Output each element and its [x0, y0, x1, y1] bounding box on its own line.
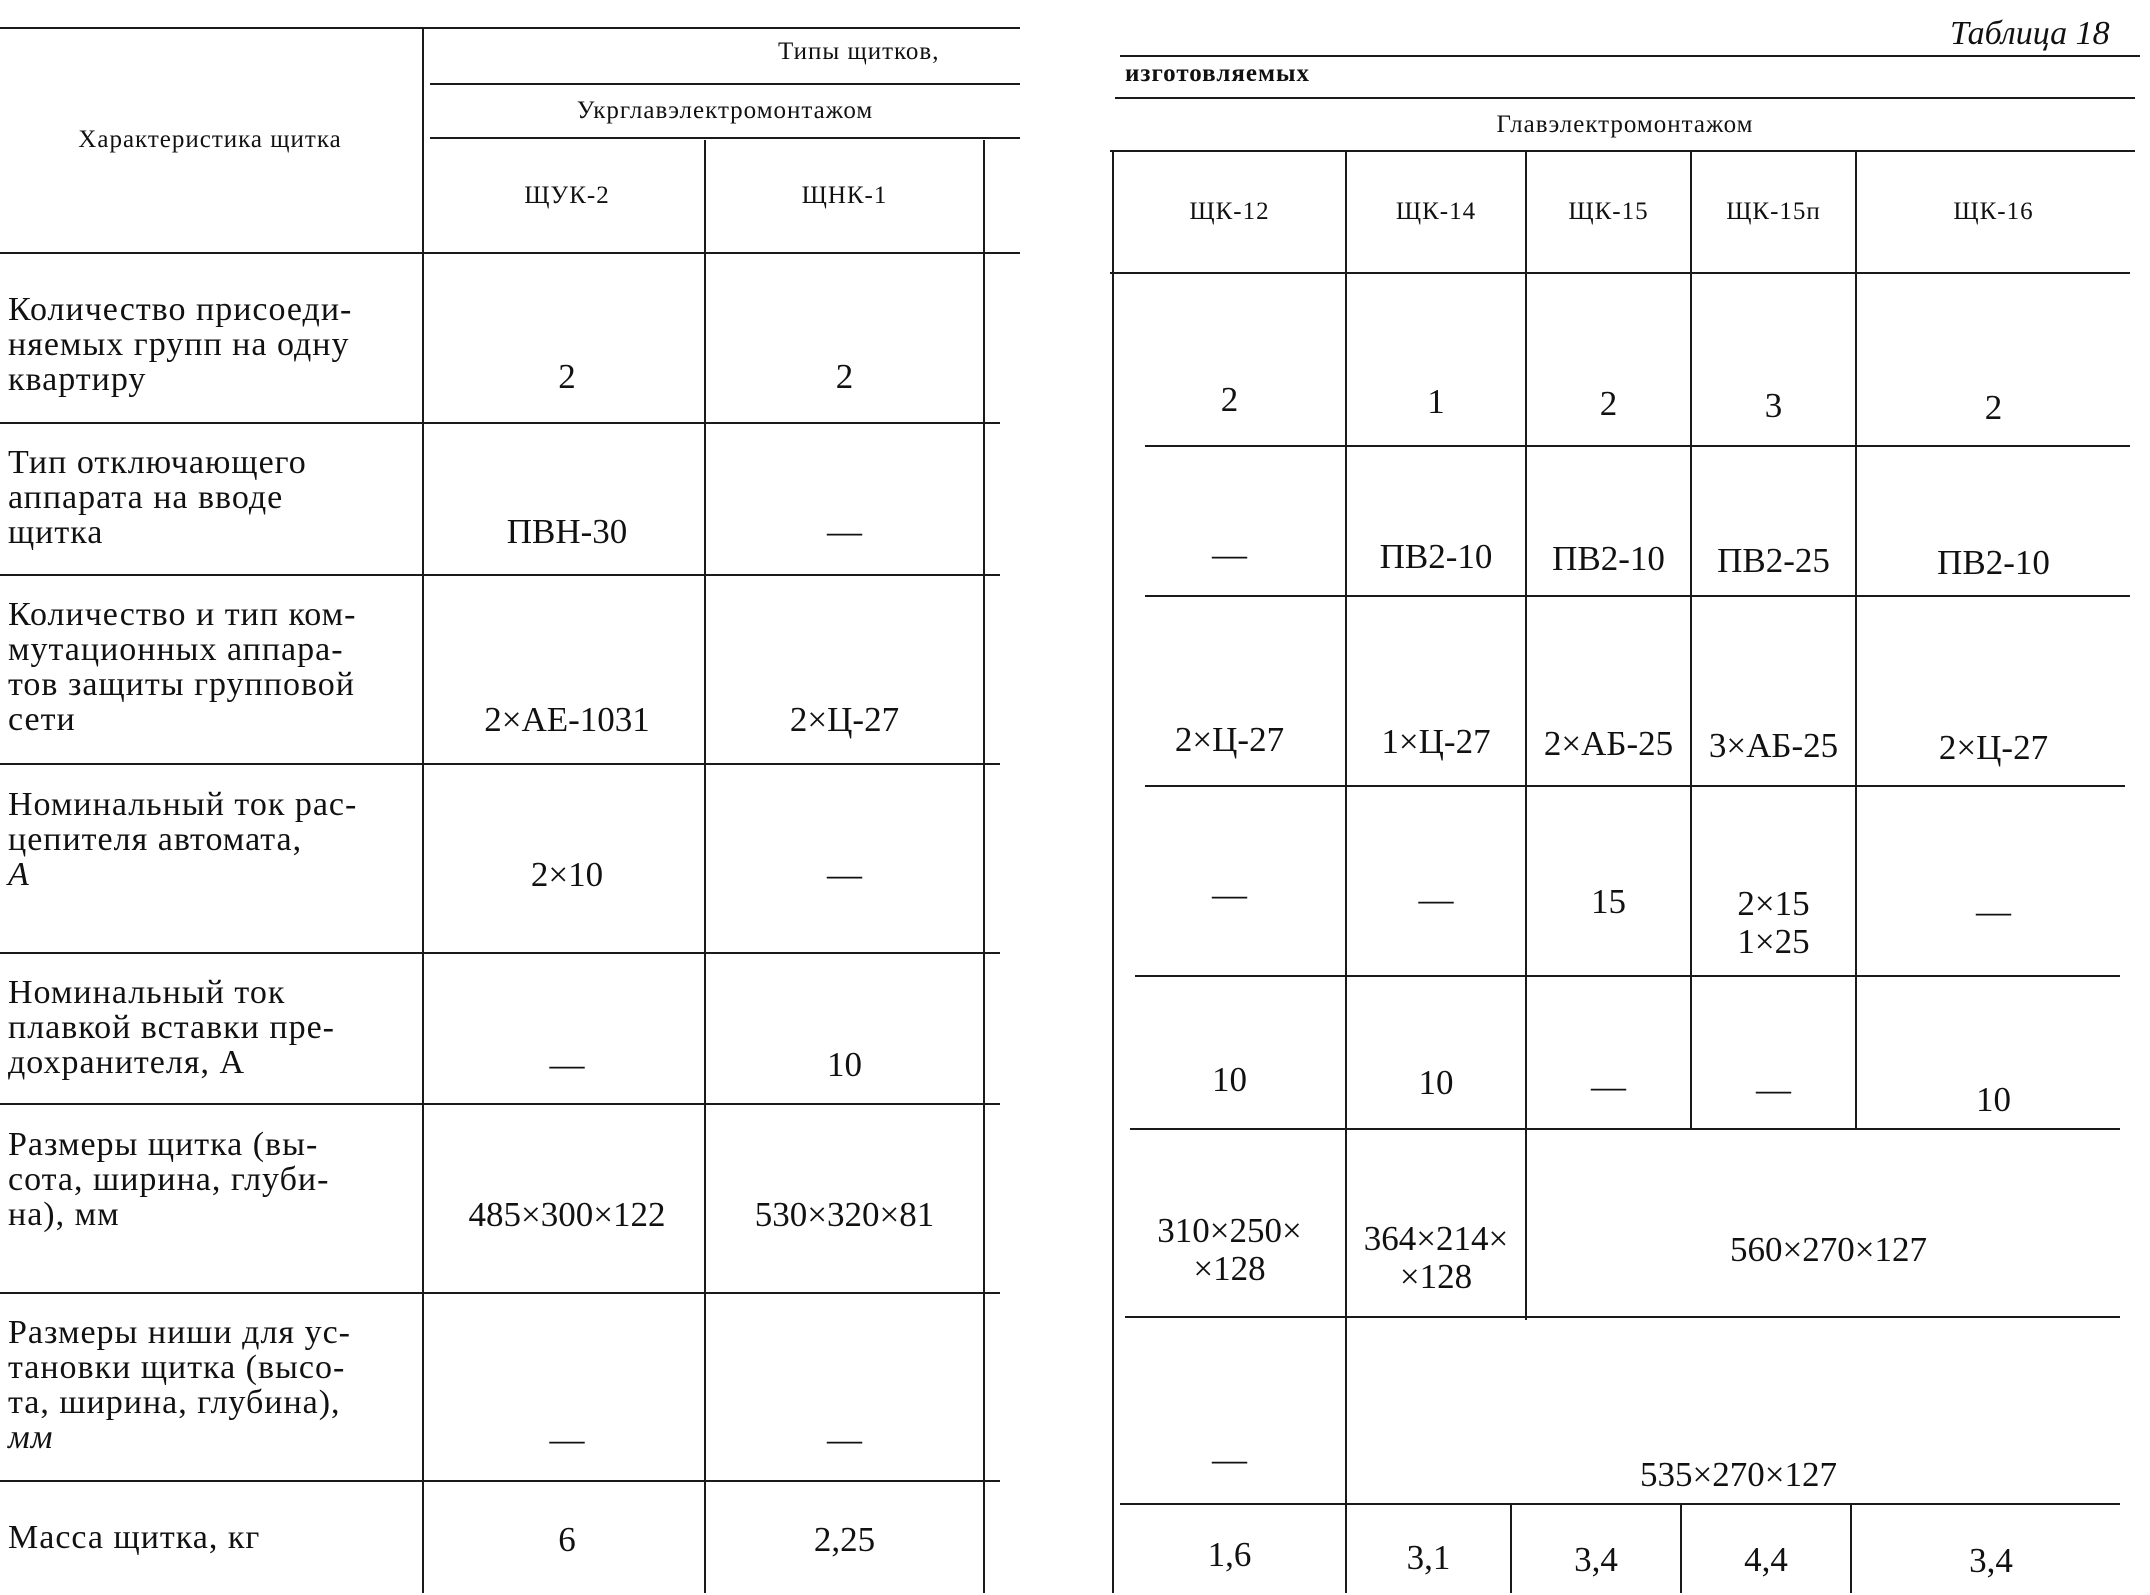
header-maker-right: Главэлектромонтажом — [1496, 111, 1754, 138]
row-label-line: плавкой вставки пре- — [8, 1009, 335, 1046]
cell-shk12-mass: 1,6 — [1207, 1535, 1252, 1574]
row-label-line: тановки щитка (высо- — [8, 1349, 346, 1386]
cell-shk16-mass: 3,4 — [1969, 1541, 2013, 1580]
cell-shk14-protection: 1×Ц-27 — [1381, 722, 1491, 761]
cell-shk16-fuse: 10 — [1976, 1080, 2011, 1119]
cell-shk12-niche: — — [1212, 1440, 1247, 1479]
col-rule-shnk — [983, 140, 985, 1593]
col-rule-label — [422, 28, 424, 1593]
cell-shuk2-groups: 2 — [558, 357, 576, 396]
cell-shk12-switch: — — [1212, 535, 1247, 574]
rule-row-4 — [0, 952, 1000, 954]
row-label-line: Количество и тип ком- — [8, 596, 357, 633]
row-label-line: Размеры щитка (вы- — [8, 1126, 319, 1163]
row-label-fuse-current — [8, 975, 388, 1080]
cell-shk15-mass: 3,4 — [1574, 1540, 1618, 1579]
cell-shuk2-breaker: 2×10 — [530, 855, 604, 894]
right-page — [1100, 0, 2150, 1593]
cell-shnk1-groups: 2 — [835, 357, 854, 396]
cell-shk15p-fuse: — — [1756, 1070, 1791, 1109]
row-label-line: А — [8, 856, 30, 893]
col-rule-shk15p — [1855, 150, 1857, 1130]
cell-shk15-fuse: — — [1591, 1067, 1626, 1106]
cell-shuk2-mass: 6 — [558, 1520, 576, 1559]
row-label-line: сети — [8, 701, 76, 738]
row-label-line: на), мм — [8, 1196, 120, 1233]
row-label-line: тов защиты групповой — [8, 666, 355, 703]
cell-shnk1-mass: 2,25 — [813, 1520, 876, 1559]
row-label-line: Номинальный ток рас- — [8, 786, 358, 823]
row-label-line: та, ширина, глубина), — [8, 1384, 341, 1421]
cell-shk15-16-size: 560×270×127 — [1730, 1230, 1927, 1269]
cell-shnk1-protection: 2×Ц-27 — [789, 700, 900, 739]
cell-shuk2-protection: 2×АЕ-1031 — [484, 700, 650, 739]
cell-shk16-protection: 2×Ц-27 — [1938, 728, 2049, 767]
row-label-panel-size — [8, 1127, 388, 1232]
cell-shk15-switch: ПВ2-10 — [1552, 539, 1665, 578]
cell-shnk1-breaker: — — [827, 855, 862, 894]
header-col-shk12: ЩК-12 — [1189, 198, 1270, 225]
row-label-line: мутационных аппара- — [8, 631, 344, 668]
row-label-line: квартиру — [8, 361, 147, 398]
row-label-line: цепителя автомата, — [8, 821, 303, 858]
cell-shnk1-niche: — — [827, 1420, 862, 1459]
rule-row-4-right — [1135, 975, 2120, 977]
row-label-line: Тип отключающего — [8, 444, 307, 481]
row-label-breaker-current — [8, 787, 388, 892]
row-label-groups — [8, 292, 388, 397]
cell-shnk1-size: 530×320×81 — [754, 1195, 935, 1234]
rule-row-6 — [0, 1292, 1000, 1294]
header-col-shnk1: ЩНК-1 — [801, 182, 888, 209]
cell-shk14-size: 364×214× ×128 — [1363, 1219, 1509, 1296]
cell-shk14-groups: 1 — [1427, 382, 1445, 421]
row-label-line: няемых групп на одну — [8, 326, 350, 363]
cell-shk12-fuse: 10 — [1212, 1060, 1247, 1099]
row-label-switch — [8, 445, 388, 550]
row-label-line: мм — [8, 1419, 54, 1456]
row-label-niche-size — [8, 1315, 388, 1455]
cell-shuk2-size: 485×300×122 — [468, 1195, 666, 1234]
header-col-shk16: ЩК-16 — [1953, 198, 2034, 225]
table-label: Таблица 18 — [1950, 15, 2110, 52]
header-types-part2: изготовляемых — [1125, 60, 1311, 87]
header-col-shuk2: ЩУК-2 — [524, 182, 610, 209]
rule-under-maker-left — [430, 137, 1020, 139]
header-characteristic: Характеристика щитка — [78, 126, 342, 153]
cell-shk12-breaker: — — [1212, 875, 1247, 914]
header-types-part1: Типы щитков, — [778, 38, 940, 65]
cell-shk15p-protection: 3×АБ-25 — [1708, 726, 1839, 765]
cell-shk14-mass: 3,1 — [1406, 1538, 1451, 1577]
row-label-line: дохранителя, А — [8, 1044, 246, 1081]
cell-shk15p-breaker: 2×15 1×25 — [1737, 883, 1810, 961]
cell-shnk1-switch: — — [827, 512, 862, 551]
cell-shnk1-fuse: 10 — [827, 1045, 862, 1084]
cell-shk16-groups: 2 — [1984, 388, 2003, 427]
cell-shk12-size: 310×250× ×128 — [1157, 1211, 1302, 1288]
cell-shuk2-switch: ПВН-30 — [506, 512, 628, 551]
row-label-line: Размеры ниши для ус- — [8, 1314, 351, 1351]
rule-top-right — [1120, 55, 2140, 57]
cell-shk14-16-niche: 535×270×127 — [1640, 1455, 1837, 1494]
rule-under-types — [430, 83, 1020, 85]
cell-shk16-breaker: — — [1976, 892, 2011, 931]
rule-row-6-right — [1125, 1316, 2120, 1318]
cell-shk15p-mass: 4,4 — [1744, 1540, 1788, 1579]
row-label-mass — [8, 1520, 388, 1555]
row-label-line: Масса щитка, кг — [8, 1519, 261, 1556]
cell-shk15-breaker: 15 — [1591, 882, 1626, 921]
header-col-shk15p: ЩК-15п — [1726, 198, 1821, 225]
cell-shk15p-groups: 3 — [1764, 386, 1783, 425]
cell-shk14-fuse: 10 — [1418, 1063, 1454, 1102]
cell-shk15-groups: 2 — [1599, 384, 1618, 423]
cell-shuk2-niche: — — [549, 1420, 585, 1459]
cell-shk14-breaker: — — [1418, 880, 1454, 919]
header-maker-left: Укрглавэлектромонтажом — [576, 97, 874, 124]
row-label-protection — [8, 597, 388, 737]
cell-shk14-switch: ПВ2-10 — [1379, 537, 1493, 576]
row-label-line: Количество присоеди- — [8, 291, 353, 328]
cell-shk15p-switch: ПВ2-25 — [1717, 541, 1830, 580]
row-label-line: сота, ширина, глуби- — [8, 1161, 330, 1198]
col-rule-shk15 — [1690, 150, 1692, 1130]
left-page — [0, 0, 1030, 1593]
row-label-line: Номинальный ток — [8, 974, 286, 1011]
rule-header-bottom-right — [1110, 272, 2130, 274]
header-col-shk15: ЩК-15 — [1568, 198, 1649, 225]
cell-shuk2-fuse: — — [549, 1045, 585, 1084]
cell-shk12-groups: 2 — [1220, 380, 1239, 419]
header-col-shk14: ЩК-14 — [1395, 198, 1477, 225]
row-label-line: аппарата на вводе — [8, 479, 284, 516]
cell-shk15-protection: 2×АБ-25 — [1543, 724, 1674, 763]
row-label-line: щитка — [8, 514, 104, 551]
cell-shk16-switch: ПВ2-10 — [1937, 543, 2050, 582]
rule-under-types-right — [1115, 97, 2135, 99]
cell-shk12-protection: 2×Ц-27 — [1174, 720, 1285, 759]
